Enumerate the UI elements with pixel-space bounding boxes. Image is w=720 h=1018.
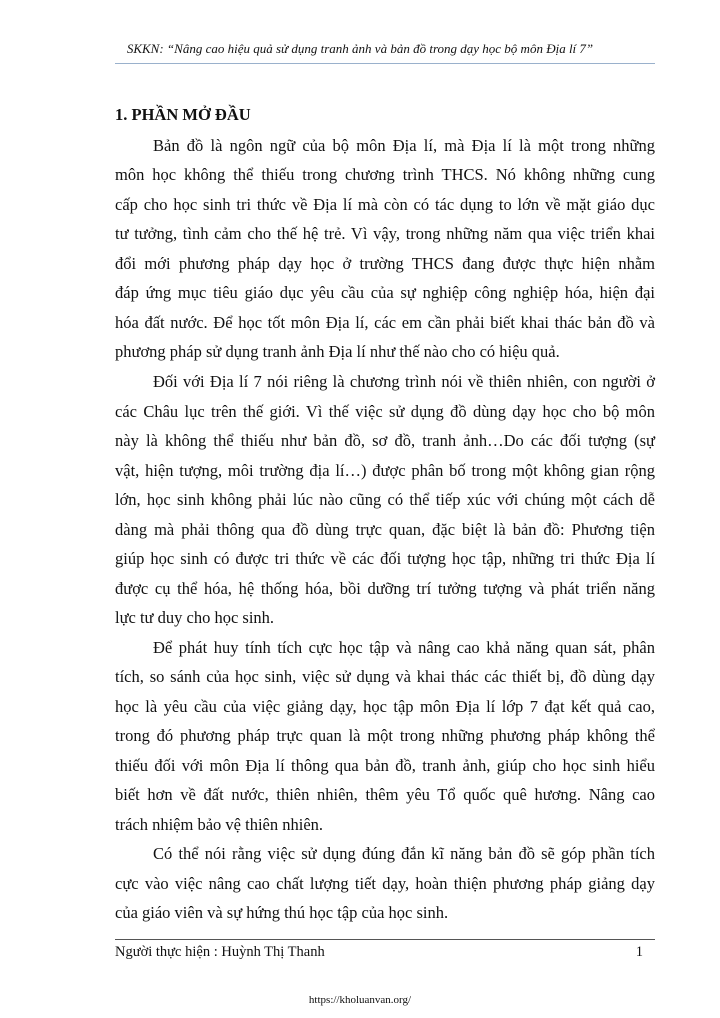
paragraph-3-line: trách nhiệm bảo vệ thiên nhiên. bbox=[115, 815, 324, 834]
paragraph-2-line: được cụ thể hóa, hệ thống hóa, bồi dưỡng trí tưởng tượng và phát triển năng bbox=[115, 579, 655, 598]
paragraph-2-line: vật, hiện tượng, môi trường địa lí…) được phân bố trong một không gian rộng bbox=[115, 461, 655, 480]
paragraph-2-line: lớn, học sinh không phải lúc nào cũng có thể tiếp xúc với chúng một cách dễ bbox=[115, 490, 655, 509]
header-divider bbox=[115, 63, 655, 64]
paragraph-3-line: trong đó phương pháp trực quan là một trong những phương pháp không thể bbox=[115, 726, 655, 745]
paragraph-3-line: Để phát huy tính tích cực học tập và nâng cao khả năng quan sát, phân bbox=[153, 638, 655, 657]
paragraph-3-line: thiếu đối với môn Địa lí thông qua bản đồ, tranh ảnh, giúp cho học sinh hiểu bbox=[115, 756, 655, 775]
paragraph-1-line: phương pháp sử dụng tranh ảnh Địa lí như thế nào cho có hiệu quả. bbox=[115, 342, 560, 361]
paragraph-2-line: các Châu lục trên thế giới. Vì thế việc sử dụng đồ dùng dạy học cho bộ môn bbox=[115, 402, 655, 421]
footer-divider bbox=[115, 939, 655, 940]
paragraph-1-line: cấp cho học sinh tri thức về Địa lí mà còn có tác dụng to lớn về mặt giáo dục bbox=[115, 195, 655, 214]
paragraph-1-line: đáp ứng mục tiêu giáo dục yêu cầu của sự nghiệp công nghiệp hóa, hiện đại bbox=[115, 283, 655, 302]
paragraph-2-line: Đối với Địa lí 7 nói riêng là chương trình nói về thiên nhiên, con người ở bbox=[153, 372, 655, 391]
section-heading: 1. PHẦN MỞ ĐẦU bbox=[115, 105, 251, 124]
page-header: SKKN: “Nâng cao hiệu quả sử dụng tranh ảnh và bản đồ trong dạy học bộ môn Địa lí 7” bbox=[126, 41, 594, 56]
paragraph-2-line: giúp học sinh có được tri thức về các đối tượng học tập, những tri thức Địa lí bbox=[115, 549, 655, 568]
paragraph-4-line: của giáo viên và sự hứng thú học tập của học sinh. bbox=[115, 903, 449, 922]
paragraph-1-line: đổi mới phương pháp dạy học ở trường THCS đang được thực hiện nhằm bbox=[115, 254, 655, 273]
paragraph-3-line: biết hơn về đất nước, thiên nhiên, thêm yêu Tổ quốc quê hương. Nâng cao bbox=[115, 785, 655, 804]
paragraph-1-line: hóa đất nước. Để học tốt môn Địa lí, các em cần phải biết khai thác bản đồ và bbox=[115, 313, 655, 332]
paragraph-2-line: dàng mà phải thông qua đồ dùng trực quan, đặc biệt là bản đồ: Phương tiện bbox=[115, 520, 655, 539]
paragraph-4-line: Có thể nói rằng việc sử dụng đúng đắn kĩ năng bản đồ sẽ góp phần tích bbox=[153, 844, 655, 863]
paragraph-1-line: môn học không thể thiếu trong chương trình THCS. Nó không những cung bbox=[115, 165, 655, 184]
paragraph-2-line: này là không thể thiếu như bản đồ, sơ đồ, tranh ảnh…Do các đối tượng (sự bbox=[115, 431, 655, 450]
paragraph-4-line: cực vào việc nâng cao chất lượng tiết dạy, hoàn thiện phương pháp giảng dạy bbox=[115, 874, 655, 893]
footer-author: Người thực hiện : Huỳnh Thị Thanh bbox=[115, 944, 325, 960]
paragraph-1-line: tư tưởng, tình cảm cho thế hệ trẻ. Vì vậy, trong những năm qua việc triển khai bbox=[115, 224, 655, 243]
paragraph-3-line: học là yêu cầu của việc giảng dạy, học tập môn Địa lí lớp 7 đạt kết quả cao, bbox=[115, 697, 655, 716]
paragraph-2-line: lực tư duy cho học sinh. bbox=[115, 608, 275, 627]
paragraph-1-line: Bản đồ là ngôn ngữ của bộ môn Địa lí, mà Địa lí là một trong những bbox=[153, 136, 655, 155]
page-number: 1 bbox=[635, 944, 643, 960]
paragraph-3-line: tích, so sánh của học sinh, việc sử dụng và khai thác các thiết bị, đồ dùng dạy bbox=[115, 667, 655, 686]
source-url[interactable]: https://kholuanvan.org/ bbox=[308, 994, 412, 1006]
